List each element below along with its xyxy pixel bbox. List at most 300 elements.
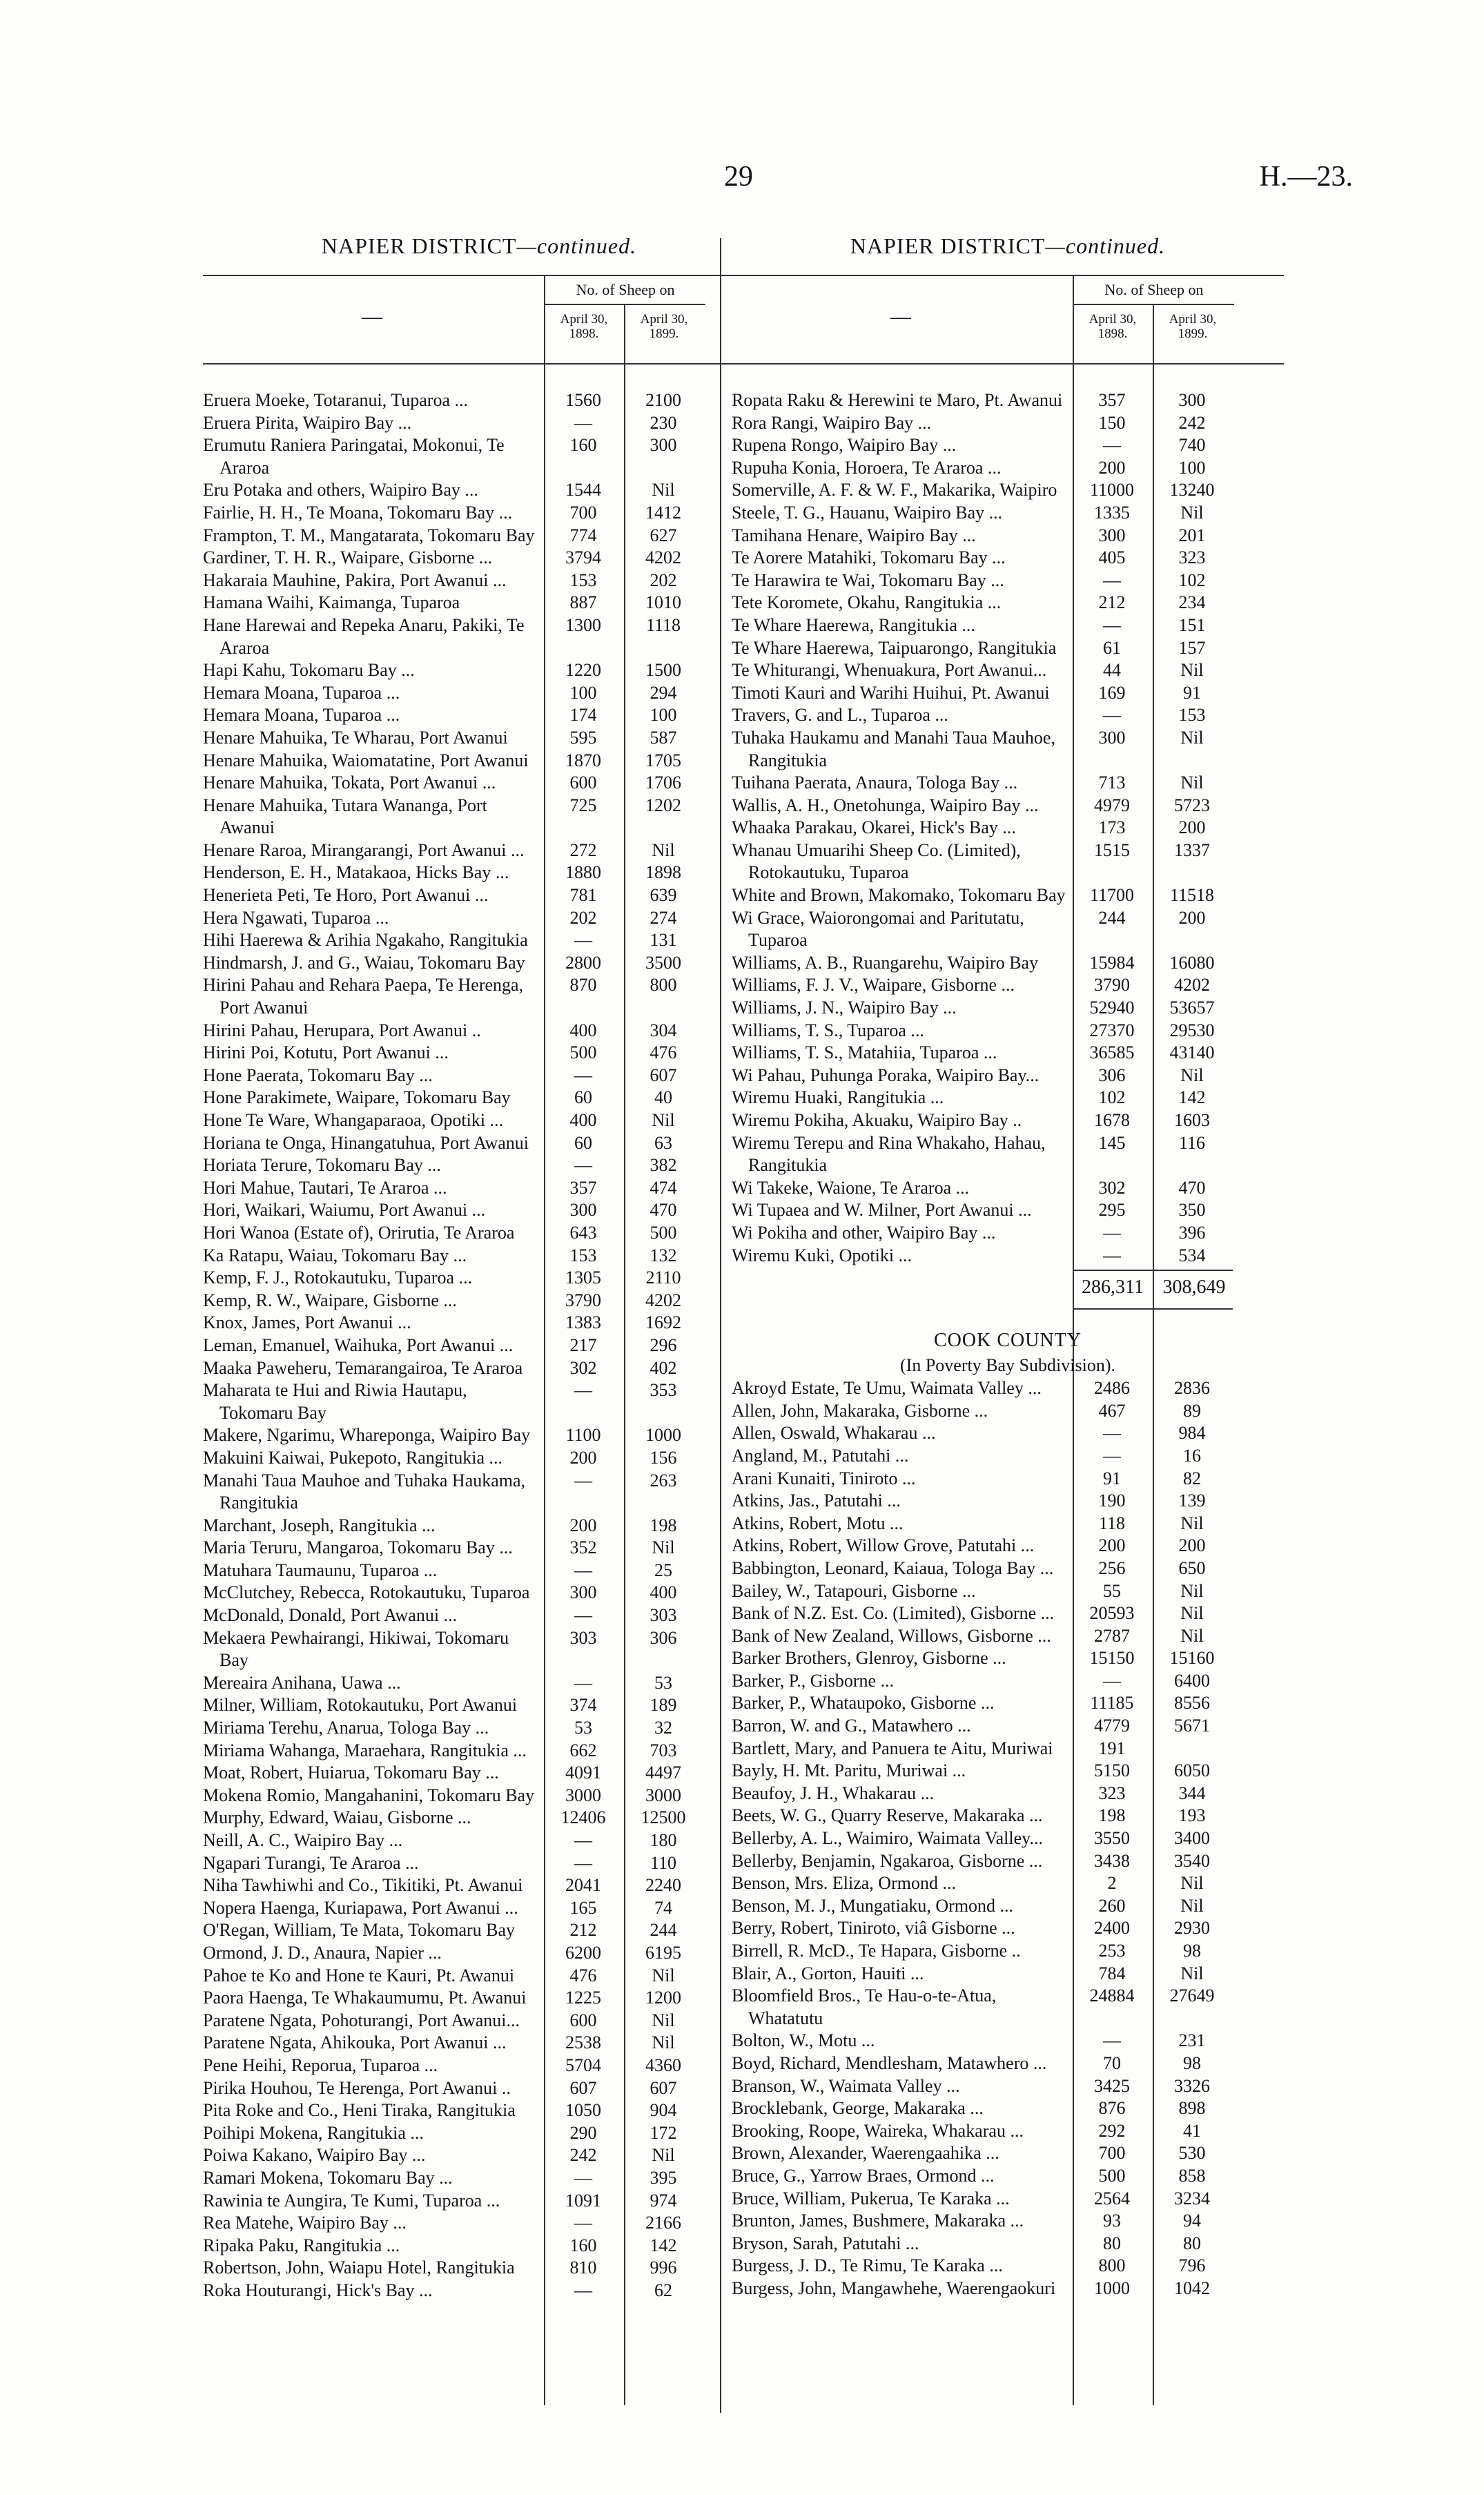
owner-name: Timoti Kauri and Warihi Huihui, Pt. Awanui — [732, 682, 1050, 703]
owner-name: Rupena Rongo, Waipiro Bay ... — [732, 435, 957, 456]
table-row — [203, 704, 755, 727]
owner-name: Hemara Moana, Tuparoa ... — [203, 705, 400, 726]
sheep-1898: 52940 — [1089, 998, 1135, 1018]
name-column-header: — — [890, 305, 911, 328]
sheep-1898: 256 — [1098, 1557, 1126, 1578]
sheep-1898: 217 — [569, 1334, 597, 1355]
sheep-1898: 725 — [569, 795, 597, 815]
sheep-1898: 260 — [1098, 1895, 1126, 1916]
table-row — [732, 637, 1284, 660]
sheep-1898: 300 — [1098, 727, 1126, 748]
sheep-1898: 173 — [1098, 817, 1126, 838]
owner-name: Murphy, Edward, Waiau, Gisborne ... — [203, 1807, 471, 1828]
sheep-1898: 145 — [1098, 1132, 1126, 1153]
table-row — [203, 570, 755, 592]
sheep-1899: 43140 — [1169, 1042, 1215, 1063]
sheep-1898: 713 — [1098, 773, 1126, 793]
owner-name: Paora Haenga, Te Whakaumumu, Pt. Awanui — [203, 1988, 527, 2008]
table-row — [203, 2032, 755, 2055]
sheep-1899: 244 — [650, 1920, 677, 1941]
table-row — [732, 1109, 1284, 1132]
owner-name: Poihipi Mokena, Rangitukia ... — [203, 2122, 424, 2143]
table-row — [732, 2188, 1284, 2211]
owner-name: Allen, Oswald, Whakarau ... — [732, 1423, 936, 1444]
table-row — [732, 952, 1284, 975]
sheep-1899: 6050 — [1174, 1760, 1210, 1781]
owner-name: Hori, Waikari, Waiumu, Port Awanui ... — [203, 1200, 486, 1221]
sheep-1898: 15150 — [1089, 1648, 1135, 1669]
sheep-1898: 2800 — [565, 952, 601, 973]
owner-name: Henerieta Peti, Te Horo, Port Awanui ... — [203, 885, 489, 906]
owner-name: Makere, Ngarimu, Whareponga, Waipiro Bay — [203, 1425, 531, 1446]
owner-name: Eruera Pirita, Waipiro Bay ... — [203, 412, 412, 433]
owner-name: Hone Parakimete, Waipare, Tokomaru Bay — [203, 1087, 511, 1108]
table-row — [203, 1717, 755, 1740]
owner-name: White and Brown, Makomako, Tokomaru Bay — [732, 885, 1066, 906]
sheep-1899: 102 — [1178, 570, 1206, 590]
sheep-1898: 165 — [569, 1897, 597, 1918]
sheep-1899: 639 — [650, 885, 677, 906]
owner-name: Hane Harewai and Repeka Anaru, Pakiki, Te Araroa — [203, 614, 525, 658]
sheep-1899: 344 — [1178, 1783, 1206, 1803]
sheep-1899: 180 — [650, 1830, 677, 1850]
table-row — [203, 2099, 755, 2122]
owner-name: Horiana te Onga, Hinangatuhua, Port Awanui — [203, 1132, 529, 1153]
table-row — [203, 1874, 755, 1897]
sheep-1899: Nil — [1180, 1873, 1204, 1894]
owner-name: Milner, William, Rotokautuku, Port Awanui — [203, 1695, 518, 1716]
sheep-1899: 132 — [650, 1245, 677, 1265]
sheep-1898: 60 — [574, 1132, 592, 1153]
table-row — [732, 1738, 1284, 1760]
sheep-1899: 200 — [1178, 907, 1206, 928]
sheep-1899: 303 — [650, 1605, 677, 1626]
owner-name: Birrell, R. McD., Te Hapara, Gisborne .. — [732, 1941, 1021, 1961]
table-row — [203, 907, 755, 930]
owner-name: Henare Mahuika, Tokata, Port Awanui ... — [203, 773, 496, 793]
table-row — [732, 412, 1284, 435]
left-title-continued: —continued. — [516, 233, 637, 258]
table-row — [203, 1447, 755, 1470]
sheep-1899: 296 — [650, 1334, 677, 1355]
table-row — [732, 1692, 1284, 1715]
sheep-1898: 2041 — [565, 1875, 601, 1896]
owner-name: Pirika Houhou, Te Herenga, Port Awanui .. — [203, 2077, 511, 2098]
sheep-1898: 93 — [1103, 2211, 1121, 2231]
owner-name: Moat, Robert, Huiarua, Tokomaru Bay ... — [203, 1763, 499, 1783]
owner-name: Akroyd Estate, Te Umu, Waimata Valley ... — [732, 1378, 1042, 1399]
owner-name: Bayly, H. Mt. Paritu, Muriwai ... — [732, 1760, 966, 1781]
sheep-1898: — — [574, 2167, 592, 2188]
sheep-1898: 60 — [574, 1087, 592, 1108]
sheep-1898: 810 — [569, 2258, 597, 2278]
table-row — [732, 795, 1284, 817]
table-row — [732, 547, 1284, 570]
sheep-1899: Nil — [652, 1965, 675, 1986]
sheep-1898: 3438 — [1094, 1850, 1130, 1871]
owner-name: Wi Pokiha and other, Waipiro Bay ... — [732, 1222, 996, 1243]
sheep-1899: Nil — [1180, 660, 1204, 681]
table-row — [203, 1245, 755, 1268]
table-row — [732, 839, 1284, 884]
owner-name: Rea Matehe, Waipiro Bay ... — [203, 2213, 407, 2233]
owner-name: Mokena Romio, Mangahanini, Tokomaru Bay — [203, 1785, 535, 1805]
table-row — [203, 525, 755, 547]
sheep-1899: 1200 — [645, 1988, 681, 2008]
sheep-1899: 139 — [1178, 1491, 1206, 1511]
table-row — [732, 2278, 1284, 2300]
sheep-1899: 62 — [654, 2280, 672, 2300]
table-row — [203, 2257, 755, 2280]
sheep-1898: 476 — [569, 1965, 597, 1986]
owner-name: Beaufoy, J. H., Whakarau ... — [732, 1783, 935, 1803]
table-row — [732, 1963, 1284, 1986]
table-row — [732, 614, 1284, 637]
owner-name: Benson, Mrs. Eliza, Ormond ... — [732, 1873, 956, 1894]
table-row — [203, 2010, 755, 2032]
sheep-1898: — — [574, 1380, 592, 1401]
owner-name: Mekaera Pewhairangi, Hikiwai, Tokomaru Bay — [203, 1627, 509, 1671]
table-row — [203, 1672, 755, 1695]
sheep-1898: 242 — [569, 2145, 597, 2166]
sheep-1898: 290 — [569, 2122, 597, 2143]
sheep-1898: 1678 — [1094, 1110, 1130, 1130]
sheep-1899: 202 — [650, 570, 677, 590]
owner-name: Brunton, James, Bushmere, Makaraka ... — [732, 2211, 1024, 2231]
table-row — [203, 1357, 755, 1380]
sheep-1898: — — [1103, 614, 1121, 635]
sheep-1899: 189 — [650, 1695, 677, 1716]
table-row — [203, 1627, 755, 1672]
table-row — [732, 2255, 1284, 2278]
table-row — [732, 682, 1284, 705]
table-row — [732, 2165, 1284, 2188]
owner-name: Hakaraia Mauhine, Pakira, Port Awanui ... — [203, 570, 507, 590]
sheep-1899: 984 — [1178, 1423, 1206, 1444]
sheep-1899: 29530 — [1169, 1020, 1215, 1040]
table-row — [203, 1987, 755, 2010]
table-row — [732, 907, 1284, 952]
sheep-1899: 142 — [1178, 1087, 1206, 1108]
sheep-1898: 202 — [569, 907, 597, 928]
sheep-1898: 1305 — [565, 1268, 601, 1288]
sheep-1899: 2110 — [645, 1268, 681, 1288]
sheep-1899: Nil — [1180, 773, 1204, 793]
sheep-1898: 303 — [569, 1627, 597, 1648]
owner-name: Allen, John, Makaraka, Gisborne ... — [732, 1400, 988, 1421]
table-row — [203, 1829, 755, 1852]
right-title-main: NAPIER DISTRICT — [850, 233, 1046, 258]
table-row — [203, 1177, 755, 1200]
table-row — [203, 1965, 755, 1988]
sheep-1899: 1337 — [1174, 839, 1210, 860]
owner-name: Te Aorere Matahiki, Tokomaru Bay ... — [732, 547, 1006, 568]
owner-name: Erumutu Raniera Paringatai, Mokonui, Te Araroa — [203, 435, 505, 478]
owner-name: Leman, Emanuel, Waihuka, Port Awanui ... — [203, 1334, 514, 1355]
table-row — [203, 1154, 755, 1177]
owner-name: Ropata Raku & Herewini te Maro, Pt. Awanui — [732, 390, 1063, 410]
owner-name: Travers, G. and L., Tuparoa ... — [732, 705, 948, 726]
sheep-1899: 74 — [654, 1897, 672, 1918]
sheep-1898: 2564 — [1094, 2188, 1130, 2208]
owner-name: Barker Brothers, Glenroy, Gisborne ... — [732, 1648, 1006, 1669]
sheep-1898: 36585 — [1089, 1042, 1135, 1063]
owner-name: Wallis, A. H., Onetohunga, Waipiro Bay ... — [732, 795, 1039, 815]
owner-name: Hirini Pahau, Herupara, Port Awanui .. — [203, 1020, 481, 1040]
sheep-1899: Nil — [1180, 1603, 1204, 1624]
owner-name: Whanau Umuarihi Sheep Co. (Limited), Rotokautuku, Tuparoa — [732, 839, 1021, 883]
table-row — [732, 502, 1284, 525]
sheep-1899: 858 — [1178, 2165, 1206, 2186]
sheep-1899: 1500 — [645, 660, 681, 681]
sheep-1898: 700 — [569, 502, 597, 523]
sheep-1898: 607 — [569, 2077, 597, 2098]
sheep-1898: 302 — [1098, 1177, 1126, 1198]
sheep-1898: 600 — [569, 773, 597, 793]
owner-name: Mereaira Anihana, Uawa ... — [203, 1672, 401, 1693]
owner-name: Hindmarsh, J. and G., Waiau, Tokomaru Bay — [203, 952, 525, 973]
sheep-1899: 2166 — [645, 2213, 681, 2233]
sheep-1899: 242 — [1178, 412, 1206, 433]
table-row — [732, 1445, 1284, 1468]
table-row — [203, 2280, 755, 2302]
table-row — [203, 1109, 755, 1132]
sheep-1898: 12406 — [560, 1807, 606, 1828]
table-row — [203, 952, 755, 975]
sheep-1898: 11000 — [1089, 480, 1135, 501]
sheep-1898: 2538 — [565, 2032, 601, 2053]
owner-name: Hori Mahue, Tautari, Te Araroa ... — [203, 1177, 447, 1198]
sheep-1899: 2240 — [645, 1875, 681, 1896]
owner-name: Wiremu Kuki, Opotiki ... — [732, 1245, 912, 1265]
owner-name: Burgess, J. D., Te Rimu, Te Karaka ... — [732, 2255, 1003, 2276]
owner-name: Williams, T. S., Matahiia, Tuparoa ... — [732, 1042, 997, 1063]
napier-rows — [732, 389, 1284, 1267]
owner-name: Beets, W. G., Quarry Reserve, Makaraka ... — [732, 1805, 1043, 1826]
sheep-1898: — — [574, 2213, 592, 2233]
sheep-1898: — — [1103, 1222, 1121, 1243]
sheep-1898: — — [1103, 705, 1121, 726]
sheep-1898: 1335 — [1094, 502, 1130, 523]
sheep-1899: 530 — [1178, 2143, 1206, 2164]
sheep-1898: — — [574, 1672, 592, 1693]
sheep-1898: 400 — [569, 1020, 597, 1040]
sheep-1899: 2836 — [1174, 1378, 1210, 1399]
owner-name: Niha Tawhiwhi and Co., Tikitiki, Pt. Awanui — [203, 1875, 523, 1896]
sheep-1899: 4202 — [645, 1290, 681, 1310]
owner-name: Hone Paerata, Tokomaru Bay ... — [203, 1065, 433, 1085]
sheep-1898: 1225 — [565, 1988, 601, 2008]
sheep-1899: 627 — [650, 525, 677, 545]
sheep-1899: 82 — [1183, 1468, 1201, 1488]
sheep-1899: 607 — [650, 1065, 677, 1085]
sheep-1898: 174 — [569, 705, 597, 726]
sheep-1898: 153 — [569, 1245, 597, 1265]
sheep-1898: 190 — [1098, 1491, 1126, 1511]
sheep-1898: 6200 — [565, 1942, 601, 1963]
sheep-1899: 350 — [1178, 1200, 1206, 1221]
owner-name: Hamana Waihi, Kaimanga, Tuparoa — [203, 592, 460, 613]
sheep-1898: 1100 — [565, 1425, 601, 1446]
table-row — [203, 2144, 755, 2167]
table-row — [732, 1917, 1284, 1940]
table-row — [203, 929, 755, 952]
right-column-title — [732, 233, 1284, 259]
sheep-1899: 27649 — [1169, 1986, 1215, 2006]
sheep-1899: 53 — [654, 1672, 672, 1693]
table-row — [732, 1715, 1284, 1738]
table-row — [732, 997, 1284, 1020]
sheep-1898: 352 — [569, 1537, 597, 1558]
table-row — [732, 2233, 1284, 2255]
table-row — [732, 592, 1284, 614]
sheep-1899: 13240 — [1169, 480, 1215, 501]
owner-name: Paratene Ngata, Pohoturangi, Port Awanui... — [203, 2010, 520, 2030]
sheep-1898: 1880 — [565, 862, 601, 883]
date-1898-header: April 30, 1898. — [544, 305, 623, 363]
owner-name: Bloomfield Bros., Te Hau-o-te-Atua, Whatatutu — [732, 1986, 997, 2028]
sheep-1898: — — [574, 1155, 592, 1176]
table-row — [203, 1312, 755, 1334]
sheep-1899: 274 — [650, 907, 677, 928]
sheep-1898: 80 — [1103, 2233, 1121, 2253]
owner-name: Ka Ratapu, Waiau, Tokomaru Bay ... — [203, 1245, 467, 1265]
table-row — [732, 570, 1284, 592]
name-column-header: — — [362, 305, 382, 328]
left-table-body — [203, 389, 755, 2302]
table-row — [203, 772, 755, 795]
sheep-1899: 1898 — [645, 862, 681, 883]
owner-name: Hemara Moana, Tuparoa ... — [203, 682, 400, 703]
sheep-1898: — — [1103, 1670, 1121, 1691]
sheep-1898: 302 — [569, 1357, 597, 1378]
table-row — [203, 727, 755, 750]
sheep-1898: 200 — [1098, 1535, 1126, 1556]
owner-name: McDonald, Donald, Port Awanui ... — [203, 1605, 458, 1626]
table-row — [732, 1065, 1284, 1087]
table-row — [203, 1582, 755, 1604]
owner-name: Eru Potaka and others, Waipiro Bay ... — [203, 480, 478, 501]
owner-name: Tuhaka Haukamu and Manahi Taua Mauhoe, Rangitukia — [732, 727, 1055, 770]
owner-name: Berry, Robert, Tiniroto, viâ Gisborne ... — [732, 1918, 1015, 1939]
table-row — [203, 1942, 755, 1965]
owner-name: Henderson, E. H., Matakaoa, Hicks Bay ... — [203, 862, 509, 883]
table-row — [732, 1557, 1284, 1580]
table-row — [203, 1694, 755, 1717]
sheep-1899: 306 — [650, 1627, 677, 1648]
owner-name: Knox, James, Port Awanui ... — [203, 1312, 411, 1333]
owner-name: Rawinia te Aungira, Te Kumi, Tuparoa ... — [203, 2190, 500, 2211]
table-row — [732, 1132, 1284, 1177]
sheep-1899: 63 — [654, 1132, 672, 1153]
owner-name: Barker, P., Whataupoko, Gisborne ... — [732, 1693, 995, 1714]
owner-name: Wiremu Terepu and Rina Whakaho, Hahau, Rangitukia — [732, 1132, 1046, 1176]
sheep-1899: 382 — [650, 1155, 677, 1176]
sheep-1898: 70 — [1103, 2052, 1121, 2073]
owner-name: Bellerby, A. L., Waimiro, Waimata Valley... — [732, 1828, 1043, 1849]
sheep-1898: 1091 — [565, 2190, 601, 2211]
owner-name: Henare Mahuika, Waiomatatine, Port Awanui — [203, 750, 529, 770]
sheep-1899: 396 — [1178, 1222, 1206, 1243]
sheep-1898: 1870 — [565, 750, 601, 770]
sheep-1899: 1202 — [645, 795, 681, 815]
owner-name: Matuhara Taumaunu, Tuparoa ... — [203, 1560, 438, 1580]
sheep-1899: 294 — [650, 682, 677, 703]
table-row — [203, 2212, 755, 2235]
sheep-1898: 500 — [1098, 2165, 1126, 2186]
owner-name: Paratene Ngata, Ahikouka, Port Awanui ... — [203, 2032, 507, 2053]
owner-name: Brocklebank, George, Makaraka ... — [732, 2098, 984, 2119]
sheep-1898: 643 — [569, 1222, 597, 1243]
sheep-1899: 151 — [1178, 614, 1206, 635]
sheep-1898: 3550 — [1094, 1828, 1130, 1849]
owner-name: Fairlie, H. H., Te Moana, Tokomaru Bay ... — [203, 502, 513, 523]
sheep-1899: 110 — [650, 1852, 677, 1873]
table-row — [732, 1805, 1284, 1827]
owner-name: Hera Ngawati, Tuparoa ... — [203, 907, 389, 928]
owner-name: Ripaka Paku, Rangitukia ... — [203, 2235, 400, 2255]
sheep-1899: 3000 — [645, 1785, 681, 1805]
table-row — [732, 2030, 1284, 2052]
left-title-main: NAPIER DISTRICT — [321, 233, 517, 258]
sheep-1898: 272 — [569, 839, 597, 860]
table-row — [732, 1245, 1284, 1268]
sheep-1898: — — [574, 1065, 592, 1085]
sheep-1898: 870 — [569, 975, 597, 996]
sheep-1899: 153 — [1178, 705, 1206, 726]
sheep-1899: 300 — [1178, 390, 1206, 410]
owner-name: Ramari Mokena, Tokomaru Bay ... — [203, 2167, 453, 2188]
sheep-1898: 306 — [1098, 1065, 1126, 1085]
owner-name: Tamihana Henare, Waipiro Bay ... — [732, 525, 976, 545]
table-row — [732, 1468, 1284, 1491]
total-rule — [1074, 1308, 1233, 1310]
table-row — [203, 682, 755, 705]
table-row — [203, 862, 755, 884]
sheep-1899: 1010 — [645, 592, 681, 613]
table-row — [732, 1087, 1284, 1109]
owner-name: Boyd, Richard, Mendlesham, Matawhero ... — [732, 2052, 1047, 2073]
sheep-1899: 500 — [650, 1222, 677, 1243]
sheep-1899: 898 — [1178, 2098, 1206, 2119]
sheep-1898: 295 — [1098, 1200, 1126, 1221]
sheep-1899: 4202 — [645, 547, 681, 568]
sheep-1898: 600 — [569, 2010, 597, 2030]
owner-name: Pene Heihi, Reporua, Tuparoa ... — [203, 2055, 438, 2075]
owner-name: Hirini Pahau and Rehara Paepa, Te Herenga, Port Awanui — [203, 975, 524, 1018]
sheep-1898: 374 — [569, 1695, 597, 1716]
owner-name: Makuini Kaiwai, Pukepoto, Rangitukia ... — [203, 1447, 503, 1468]
owner-name: Poiwa Kakano, Waipiro Bay ... — [203, 2145, 426, 2166]
sheep-1899: 94 — [1183, 2211, 1201, 2231]
table-row — [203, 412, 755, 435]
owner-name: Wi Tupaea and W. Milner, Port Awanui ... — [732, 1200, 1032, 1221]
owner-name: Rupuha Konia, Horoera, Te Araroa ... — [732, 457, 1002, 478]
owner-name: Roka Houturangi, Hick's Bay ... — [203, 2280, 433, 2300]
table-row — [203, 1470, 755, 1515]
sheep-1898: 153 — [569, 570, 597, 590]
total-1898: 286,311 — [1082, 1276, 1144, 1299]
sheep-1899: 116 — [1178, 1132, 1206, 1153]
owner-name: Ormond, J. D., Anaura, Napier ... — [203, 1942, 442, 1963]
sheep-1899: 1042 — [1174, 2278, 1210, 2298]
sheep-1898: 662 — [569, 1740, 597, 1760]
table-row — [732, 389, 1284, 412]
owner-name: Te Whare Haerewa, Rangitukia ... — [732, 614, 975, 635]
sheep-1898: — — [574, 1605, 592, 1626]
sheep-1898: 2400 — [1094, 1918, 1130, 1939]
owner-name: Angland, M., Patutahi ... — [732, 1445, 909, 1466]
